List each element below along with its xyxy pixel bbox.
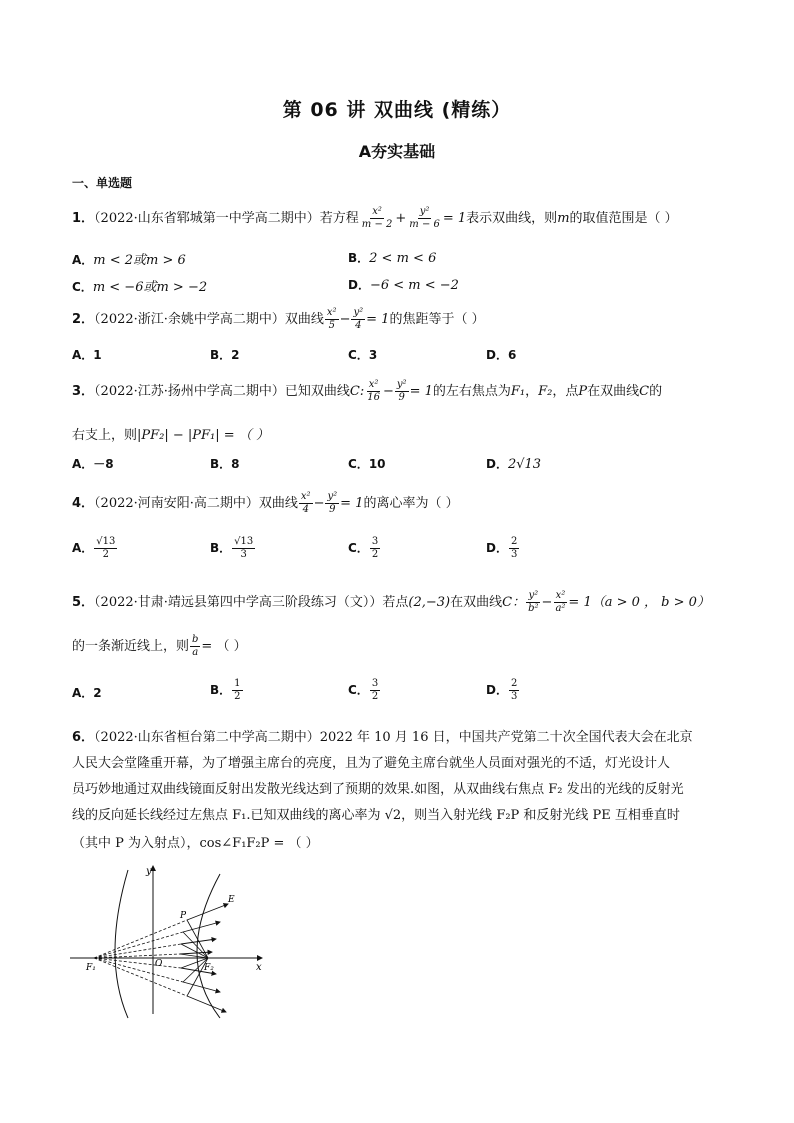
fraction-denominator: a [192,647,199,658]
fraction-numerator: x² [368,379,379,390]
question-2 [72,307,485,332]
condition: （a > 0 ， b > 0） [591,595,710,610]
question-6-line-3: 员巧妙地通过双曲线镜面反射出发散光线达到了预期的效果.如图，从双曲线右焦点 F₂ 发出的光线的反射光 [72,782,684,797]
option-a[interactable] [72,346,102,363]
operator: − [313,496,325,511]
question-5-line-2 [72,634,247,659]
fraction-denominator: 16 [367,392,380,403]
option-label: C． [72,280,93,294]
variable: C [639,384,650,399]
operator: − [541,595,553,610]
operator: − [339,312,351,327]
option-d[interactable] [486,678,520,703]
question-text: 若方程 [319,211,359,226]
question-6-line-2: 人民大会堂隆重开幕，为了增强主席台的亮度，且为了避免主席台就坐人员面对强光的不适，灯光设计人 [72,756,671,771]
operator: + [395,211,407,226]
option-label: B． [348,251,370,265]
question-source: （2022·山东省郓城第一中学高二期中） [94,211,320,226]
fraction [370,678,380,703]
question-text: 的 [649,384,663,399]
question-text: 右支上，则 [72,428,138,443]
label-f1: F₁ [86,963,96,973]
question-text: 双曲线 [284,312,324,327]
option-label: C． [348,457,369,471]
option-text: m < −6或m > −2 [92,280,208,295]
fraction [351,307,365,332]
fraction-denominator: 2 [102,549,110,560]
fraction-numerator: b [192,634,199,645]
option-label: D． [486,348,508,362]
option-text: m < 2或m > 6 [93,253,186,268]
page-title: 第 06 讲 双曲线 (精练） [282,99,512,121]
question-3 [72,379,662,404]
question-source: （2022·江苏·扬州中学高二期中） [94,384,285,399]
option-text: 8 [231,457,240,471]
option-label: B． [210,683,232,697]
question-text: 的焦距等于（ ） [389,312,485,327]
question-5 [72,590,710,615]
option-label: A． [72,457,94,471]
fraction-denominator: m − 6 [409,219,440,230]
question-text: 的取值范围是（ ） [569,211,678,226]
fraction [232,678,242,703]
fraction-denominator: 4 [302,504,309,515]
fraction-denominator: 2 [371,549,379,560]
variable: F₁ [510,384,526,399]
fraction [360,206,395,231]
fraction [94,536,117,561]
option-text: −6 < m < −2 [369,278,459,293]
page-subtitle: A夯实基础 [358,142,436,161]
option-d[interactable] [348,276,459,293]
label-p: P [180,911,187,921]
fraction-numerator: 3 [371,678,379,689]
option-a[interactable] [72,684,102,701]
option-label: A． [72,686,94,700]
fraction-numerator: y² [396,379,407,390]
fraction-numerator: x² [326,307,337,318]
fraction-numerator: 2 [510,678,518,689]
option-label: A． [72,541,94,555]
variable: C: [349,384,365,399]
fraction-numerator: y² [528,590,539,601]
fraction-numerator: √13 [234,536,254,547]
fraction-denominator: 5 [328,320,335,331]
option-text: 3 [368,348,378,362]
option-label: C． [348,541,369,555]
question-source: （2022·山东省桓台第二中学高二期中） [94,730,320,745]
variable: m [557,211,570,226]
question-source: （2022·河南安阳·高二期中） [94,496,259,511]
fraction-numerator: 2 [510,536,518,547]
label-origin: O [155,959,163,969]
equals: = 1 [366,312,390,327]
question-text: = （ ） [201,639,247,654]
question-6 [72,726,693,745]
question-number: 1． [72,211,95,226]
option-text: 6 [507,348,517,362]
fraction-denominator: 3 [510,691,518,702]
fraction-numerator: y² [353,307,364,318]
question-text: 双曲线 [258,496,298,511]
option-label: D． [348,278,370,292]
label-y: y [146,866,152,877]
fraction [325,491,339,516]
fraction-numerator: √13 [96,536,116,547]
option-label: C． [348,683,369,697]
question-number: 5． [72,595,95,610]
question-text: 在双曲线 [587,384,640,399]
fraction-denominator: a² [555,603,566,614]
option-label: B． [210,457,232,471]
point: (2,−3) [408,595,451,610]
question-text: 若点 [382,595,409,610]
option-c[interactable] [72,276,207,295]
label-x: x [256,962,262,973]
fraction [232,536,255,561]
option-label: D． [486,683,508,697]
left-branch [115,870,128,1018]
fraction [365,379,382,404]
question-text: 的左右焦点为 [432,384,511,399]
fraction-denominator: 3 [240,549,247,560]
fraction [370,536,380,561]
variable: F₂ [538,384,553,399]
option-b[interactable] [348,249,436,266]
option-a[interactable] [72,455,114,472]
fraction [190,634,200,659]
option-text: 10 [368,457,386,471]
option-text: 1 [93,348,102,362]
fraction [526,590,540,615]
fraction [407,206,442,231]
option-b[interactable] [210,346,240,363]
option-label: C． [348,348,369,362]
question-source: （2022·甘肃·靖远县第四中学高三阶段练习（文）） [94,595,383,610]
question-text: 的一条渐近线上，则 [72,639,190,654]
fraction-numerator: y² [327,491,338,502]
fraction [509,536,519,561]
question-number: 6． [72,730,95,745]
option-text: 2 [93,686,102,700]
variable: P [578,384,588,399]
fraction [553,590,567,615]
label-e: E [228,895,235,905]
option-b[interactable] [210,536,256,561]
operator: − [382,384,394,399]
option-c[interactable] [348,536,381,561]
equals: = 1 [340,496,364,511]
option-label: B． [210,348,232,362]
expression: |PF₂| − |PF₁| = （ ） [137,428,269,443]
fraction-numerator: 1 [234,678,241,689]
option-text: －8 [93,457,114,471]
question-text: 表示双曲线，则 [466,211,558,226]
fraction-numerator: x² [555,590,566,601]
question-number: 2． [72,312,95,327]
option-label: D． [486,457,508,471]
fraction-numerator: x² [300,491,311,502]
question-text: 2022 年 10 月 16 日，中国共产党第二十次全国代表大会在北京 [319,730,693,745]
question-text: ，点 [552,384,579,399]
option-c[interactable] [348,346,377,363]
question-text: 的离心率为（ ） [363,496,459,511]
question-number: 4． [72,496,95,511]
fraction [395,379,409,404]
fraction-denominator: 2 [234,691,241,702]
question-3-line-2 [72,424,269,443]
variable: C： [502,595,526,610]
question-text: 已知双曲线 [284,384,350,399]
option-text: 2 < m < 6 [369,251,437,266]
option-label: A． [72,253,94,267]
right-branch [197,874,220,1018]
fraction-denominator: 4 [355,320,362,331]
fraction-denominator: b² [528,603,539,614]
fraction-denominator: m − 2 [361,219,393,230]
punctuation: ， [525,384,539,399]
fraction-denominator: 9 [329,504,336,515]
fraction [509,678,519,703]
fraction-numerator: 3 [371,536,379,547]
question-1 [72,206,678,231]
option-label: A． [72,348,94,362]
equals: = 1 [442,211,467,226]
question-6-line-5: （其中 P 为入射点），cos∠F₁F₂P = （ ） [72,836,319,851]
fraction [325,307,339,332]
option-label: B． [210,541,232,555]
option-b[interactable] [210,678,244,703]
question-text: 在双曲线 [450,595,503,610]
fraction [299,491,313,516]
hyperbola-figure [70,862,270,1020]
option-a[interactable] [72,536,118,561]
option-label: D． [486,541,508,555]
fraction-denominator: 2 [371,691,379,702]
question-4 [72,491,459,516]
fraction-denominator: 9 [398,392,405,403]
fraction-numerator: y² [419,206,430,217]
option-b[interactable] [210,455,240,472]
option-text: 2√13 [507,457,542,472]
option-d[interactable] [486,536,520,561]
fraction-numerator: x² [372,206,382,217]
question-number: 3． [72,384,95,399]
fraction-denominator: 3 [510,549,518,560]
equals: = 1 [409,384,433,399]
equals: = 1 [568,595,592,610]
section-heading: 一、单选题 [72,176,133,190]
label-f2: F₂ [204,963,214,973]
option-a[interactable] [72,249,186,268]
option-c[interactable] [348,678,381,703]
option-c[interactable] [348,455,386,472]
option-d[interactable] [486,346,516,363]
question-6-line-4: 线的反向延长线经过左焦点 F₁.已知双曲线的离心率为 √2，则当入射光线 F₂P 和反射光线 PE 互相垂直时 [72,808,680,823]
question-source: （2022·浙江·余姚中学高二期中） [94,312,285,327]
option-d[interactable] [486,455,541,472]
option-text: 2 [231,348,240,362]
